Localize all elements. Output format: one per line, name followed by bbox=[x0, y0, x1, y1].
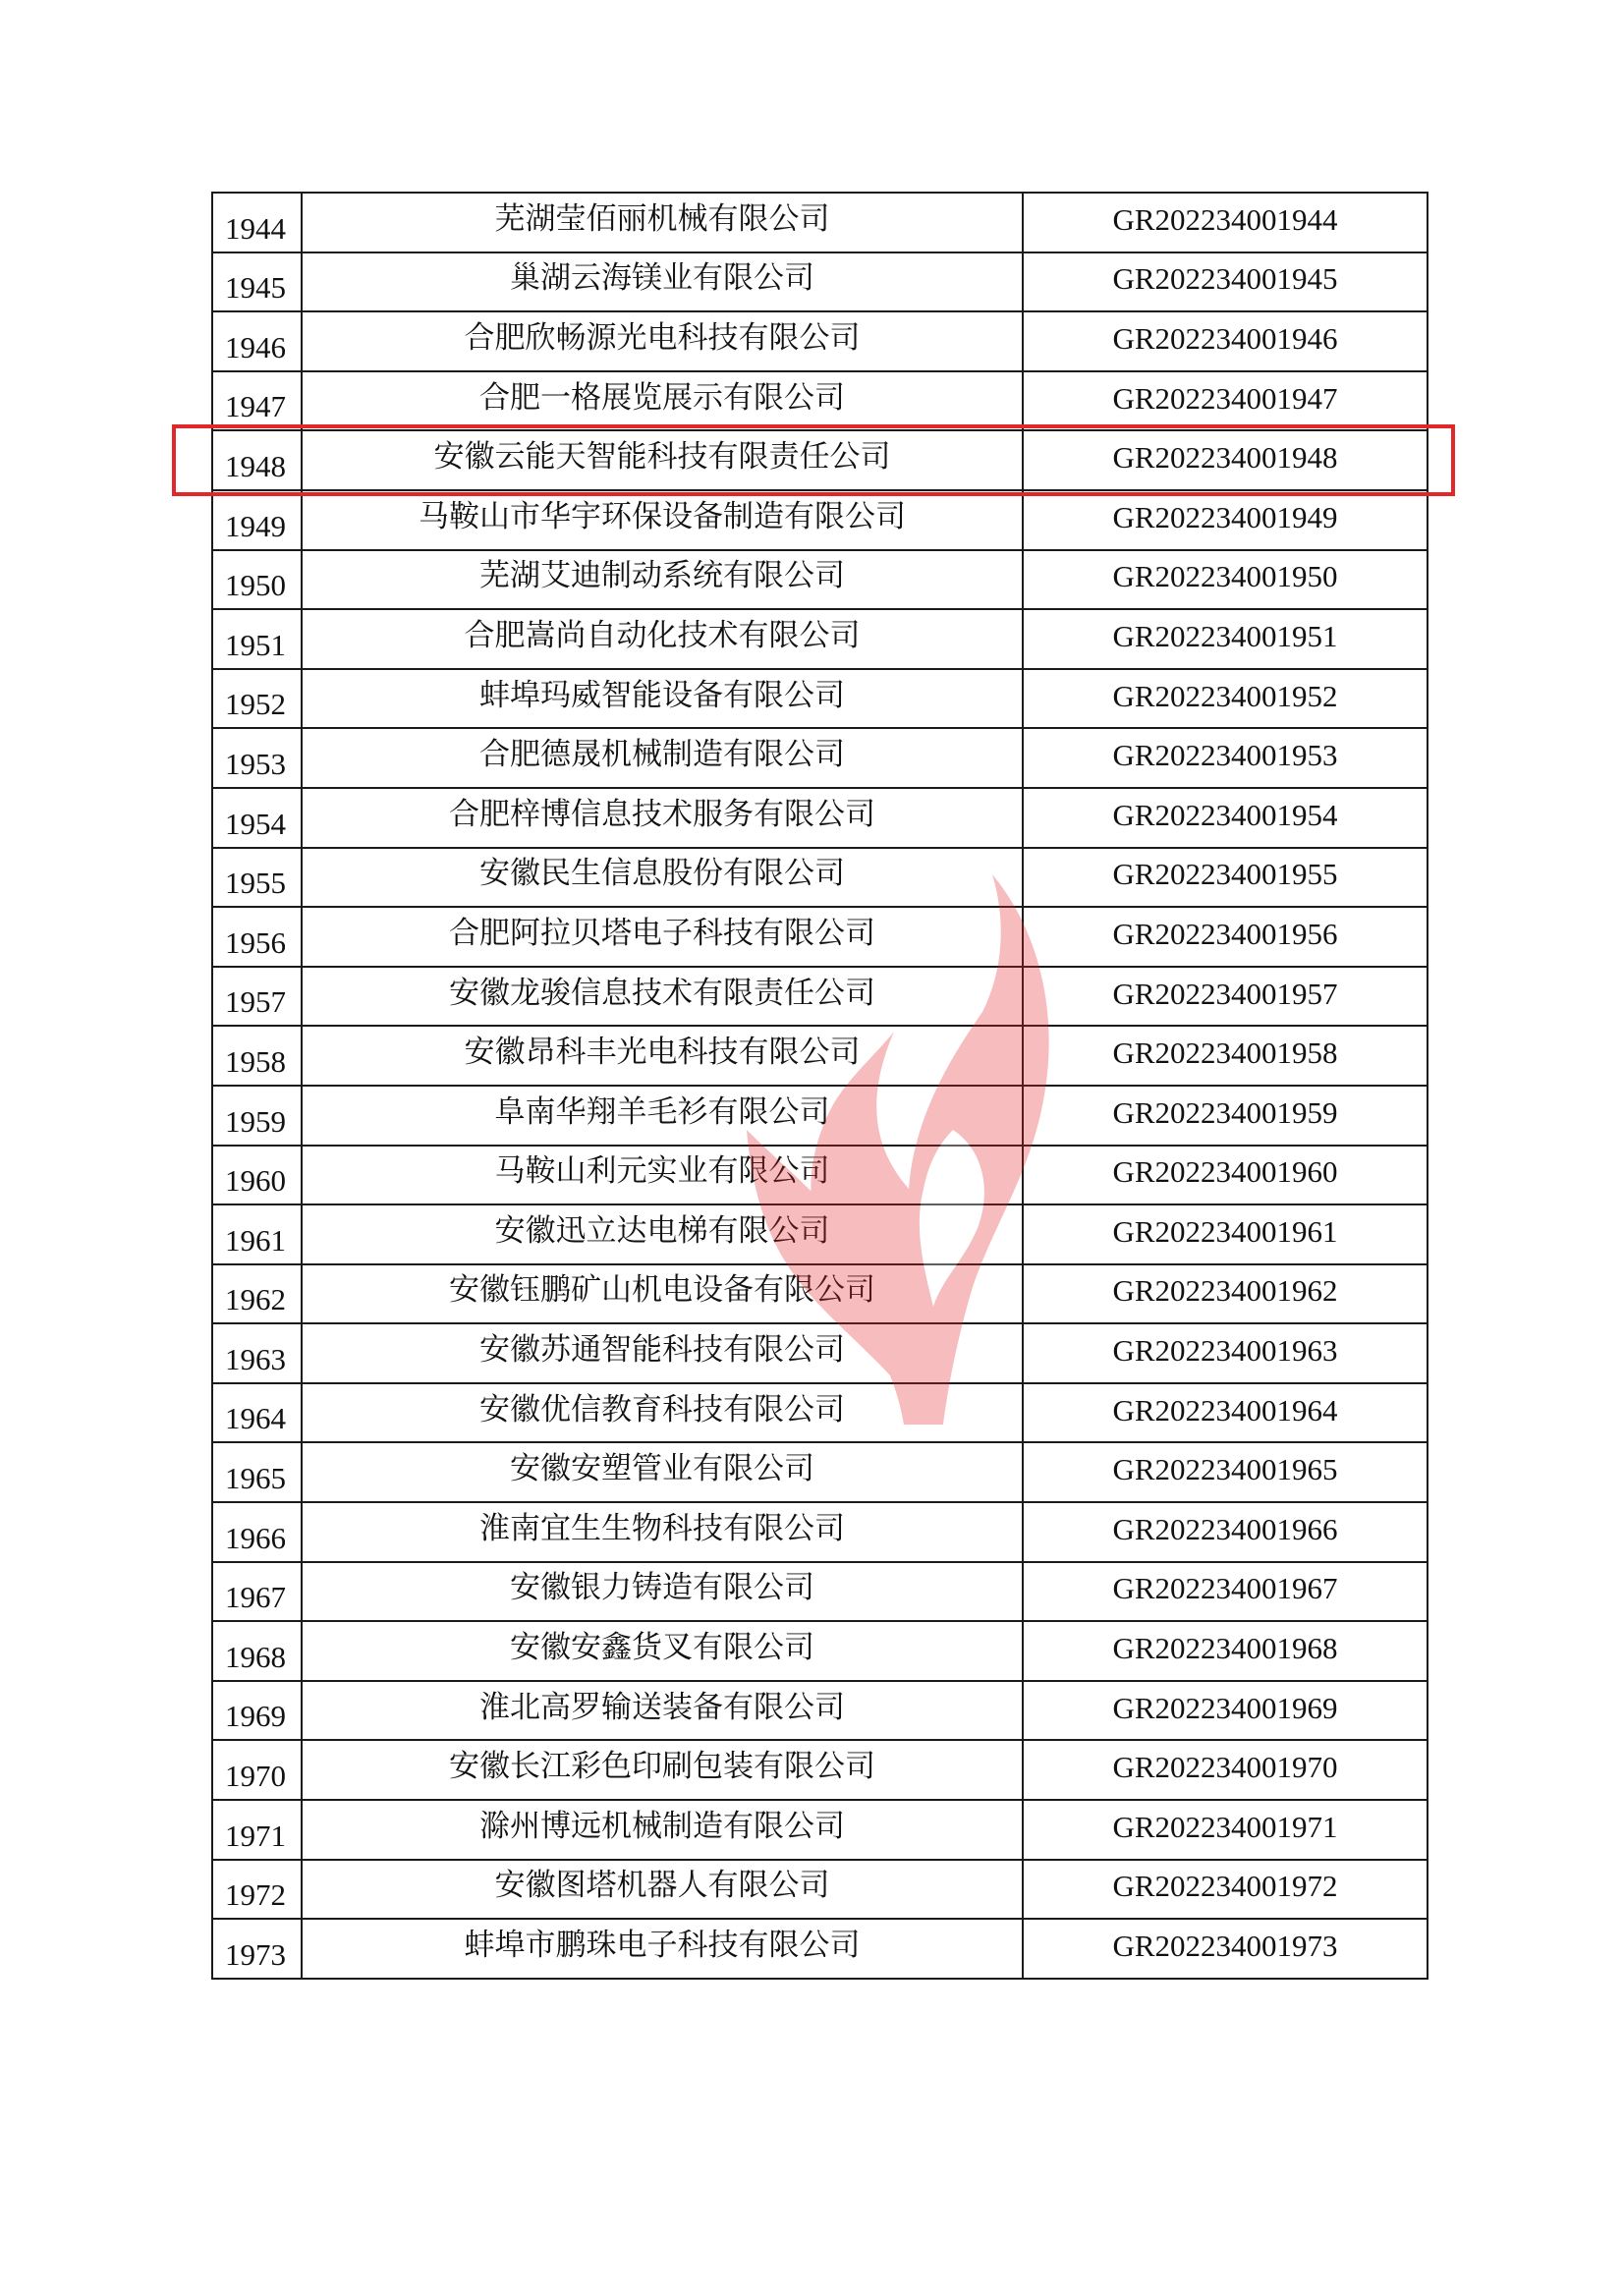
company-name-cell: 芜湖莹佰丽机械有限公司 bbox=[302, 193, 1023, 252]
row-number-cell: 1959 bbox=[212, 1086, 302, 1146]
company-name-cell: 安徽图塔机器人有限公司 bbox=[302, 1860, 1023, 1920]
certificate-code-cell: GR202234001944 bbox=[1023, 193, 1428, 252]
table-row bbox=[212, 609, 1428, 669]
certificate-code-cell: GR202234001953 bbox=[1023, 728, 1428, 788]
table-row bbox=[212, 550, 1428, 610]
table-row bbox=[212, 311, 1428, 371]
company-name-cell: 安徽安塑管业有限公司 bbox=[302, 1442, 1023, 1502]
row-number-cell: 1950 bbox=[212, 550, 302, 610]
row-number-cell: 1965 bbox=[212, 1442, 302, 1502]
row-number-cell: 1966 bbox=[212, 1502, 302, 1562]
certificate-code-cell: GR202234001965 bbox=[1023, 1442, 1428, 1502]
company-name-cell: 合肥嵩尚自动化技术有限公司 bbox=[302, 609, 1023, 669]
certificate-code-cell: GR202234001956 bbox=[1023, 907, 1428, 967]
certificate-code-cell: GR202234001955 bbox=[1023, 848, 1428, 908]
row-number-cell: 1967 bbox=[212, 1562, 302, 1622]
company-name-cell: 合肥德晟机械制造有限公司 bbox=[302, 728, 1023, 788]
certificate-code-cell: GR202234001960 bbox=[1023, 1146, 1428, 1205]
row-number-cell: 1955 bbox=[212, 848, 302, 908]
company-name-cell: 安徽长江彩色印刷包装有限公司 bbox=[302, 1740, 1023, 1800]
certificate-code-cell: GR202234001966 bbox=[1023, 1502, 1428, 1562]
table-row bbox=[212, 967, 1428, 1027]
table-row bbox=[212, 907, 1428, 967]
certificate-code-cell: GR202234001949 bbox=[1023, 490, 1428, 550]
certificate-code-cell: GR202234001952 bbox=[1023, 669, 1428, 729]
table-row bbox=[212, 1681, 1428, 1741]
table-row bbox=[212, 1621, 1428, 1681]
row-number-cell: 1963 bbox=[212, 1323, 302, 1383]
row-number-cell: 1972 bbox=[212, 1860, 302, 1920]
table-row bbox=[212, 1442, 1428, 1502]
row-number-cell: 1945 bbox=[212, 252, 302, 312]
company-name-cell: 蚌埠市鹏珠电子科技有限公司 bbox=[302, 1919, 1023, 1979]
row-number-cell: 1961 bbox=[212, 1204, 302, 1264]
company-name-cell: 安徽云能天智能科技有限责任公司 bbox=[302, 430, 1023, 490]
row-number-cell: 1944 bbox=[212, 193, 302, 252]
company-name-cell: 芜湖艾迪制动系统有限公司 bbox=[302, 550, 1023, 610]
row-number-cell: 1964 bbox=[212, 1383, 302, 1443]
row-number-cell: 1958 bbox=[212, 1026, 302, 1086]
table-row bbox=[212, 1860, 1428, 1920]
company-name-cell: 安徽迅立达电梯有限公司 bbox=[302, 1204, 1023, 1264]
row-number-cell: 1956 bbox=[212, 907, 302, 967]
table-body bbox=[212, 193, 1428, 1979]
certificate-code-cell: GR202234001968 bbox=[1023, 1621, 1428, 1681]
row-number-cell: 1973 bbox=[212, 1919, 302, 1979]
company-name-cell: 合肥一格展览展示有限公司 bbox=[302, 371, 1023, 431]
certificate-code-cell: GR202234001954 bbox=[1023, 788, 1428, 848]
certificate-code-cell: GR202234001948 bbox=[1023, 430, 1428, 490]
company-name-cell: 合肥阿拉贝塔电子科技有限公司 bbox=[302, 907, 1023, 967]
row-number-cell: 1952 bbox=[212, 669, 302, 729]
company-list-table bbox=[211, 192, 1428, 1980]
company-name-cell: 安徽安鑫货叉有限公司 bbox=[302, 1621, 1023, 1681]
table-row bbox=[212, 1323, 1428, 1383]
certificate-code-cell: GR202234001950 bbox=[1023, 550, 1428, 610]
table-row bbox=[212, 1919, 1428, 1979]
table-row bbox=[212, 848, 1428, 908]
company-name-cell: 合肥欣畅源光电科技有限公司 bbox=[302, 311, 1023, 371]
table-row bbox=[212, 252, 1428, 312]
certificate-code-cell: GR202234001973 bbox=[1023, 1919, 1428, 1979]
certificate-code-cell: GR202234001971 bbox=[1023, 1800, 1428, 1860]
certificate-code-cell: GR202234001957 bbox=[1023, 967, 1428, 1027]
row-number-cell: 1968 bbox=[212, 1621, 302, 1681]
table-row bbox=[212, 669, 1428, 729]
certificate-code-cell: GR202234001972 bbox=[1023, 1860, 1428, 1920]
certificate-code-cell: GR202234001947 bbox=[1023, 371, 1428, 431]
certificate-code-cell: GR202234001964 bbox=[1023, 1383, 1428, 1443]
company-name-cell: 安徽优信教育科技有限公司 bbox=[302, 1383, 1023, 1443]
company-name-cell: 安徽苏通智能科技有限公司 bbox=[302, 1323, 1023, 1383]
row-number-cell: 1949 bbox=[212, 490, 302, 550]
table-row bbox=[212, 1146, 1428, 1205]
certificate-code-cell: GR202234001967 bbox=[1023, 1562, 1428, 1622]
company-name-cell: 安徽钰鹏矿山机电设备有限公司 bbox=[302, 1264, 1023, 1324]
certificate-code-cell: GR202234001946 bbox=[1023, 311, 1428, 371]
table-row bbox=[212, 1264, 1428, 1324]
row-number-cell: 1953 bbox=[212, 728, 302, 788]
certificate-code-cell: GR202234001959 bbox=[1023, 1086, 1428, 1146]
table-row bbox=[212, 1740, 1428, 1800]
row-number-cell: 1948 bbox=[212, 430, 302, 490]
row-number-cell: 1954 bbox=[212, 788, 302, 848]
certificate-code-cell: GR202234001958 bbox=[1023, 1026, 1428, 1086]
certificate-code-cell: GR202234001963 bbox=[1023, 1323, 1428, 1383]
certificate-code-cell: GR202234001962 bbox=[1023, 1264, 1428, 1324]
row-number-cell: 1971 bbox=[212, 1800, 302, 1860]
company-name-cell: 阜南华翔羊毛衫有限公司 bbox=[302, 1086, 1023, 1146]
company-name-cell: 安徽昂科丰光电科技有限公司 bbox=[302, 1026, 1023, 1086]
table-row bbox=[212, 490, 1428, 550]
row-number-cell: 1962 bbox=[212, 1264, 302, 1324]
table-row bbox=[212, 1086, 1428, 1146]
row-number-cell: 1969 bbox=[212, 1681, 302, 1741]
company-name-cell: 马鞍山利元实业有限公司 bbox=[302, 1146, 1023, 1205]
company-name-cell: 安徽民生信息股份有限公司 bbox=[302, 848, 1023, 908]
certificate-code-cell: GR202234001945 bbox=[1023, 252, 1428, 312]
table-row bbox=[212, 430, 1428, 490]
certificate-code-cell: GR202234001961 bbox=[1023, 1204, 1428, 1264]
company-name-cell: 淮北高罗输送装备有限公司 bbox=[302, 1681, 1023, 1741]
certificate-code-cell: GR202234001970 bbox=[1023, 1740, 1428, 1800]
company-name-cell: 安徽龙骏信息技术有限责任公司 bbox=[302, 967, 1023, 1027]
company-name-cell: 安徽银力铸造有限公司 bbox=[302, 1562, 1023, 1622]
table-row bbox=[212, 1562, 1428, 1622]
table-row bbox=[212, 193, 1428, 252]
certificate-code-cell: GR202234001969 bbox=[1023, 1681, 1428, 1741]
certificate-code-cell: GR202234001951 bbox=[1023, 609, 1428, 669]
company-name-cell: 滁州博远机械制造有限公司 bbox=[302, 1800, 1023, 1860]
company-name-cell: 巢湖云海镁业有限公司 bbox=[302, 252, 1023, 312]
table-row bbox=[212, 1383, 1428, 1443]
row-number-cell: 1951 bbox=[212, 609, 302, 669]
table-row bbox=[212, 1026, 1428, 1086]
table-row bbox=[212, 1800, 1428, 1860]
table-row bbox=[212, 728, 1428, 788]
company-name-cell: 淮南宜生生物科技有限公司 bbox=[302, 1502, 1023, 1562]
table-row bbox=[212, 1204, 1428, 1264]
row-number-cell: 1957 bbox=[212, 967, 302, 1027]
row-number-cell: 1946 bbox=[212, 311, 302, 371]
company-name-cell: 马鞍山市华宇环保设备制造有限公司 bbox=[302, 490, 1023, 550]
company-name-cell: 合肥梓博信息技术服务有限公司 bbox=[302, 788, 1023, 848]
table-row bbox=[212, 1502, 1428, 1562]
row-number-cell: 1947 bbox=[212, 371, 302, 431]
table-row bbox=[212, 788, 1428, 848]
company-name-cell: 蚌埠玛威智能设备有限公司 bbox=[302, 669, 1023, 729]
row-number-cell: 1970 bbox=[212, 1740, 302, 1800]
table-row bbox=[212, 371, 1428, 431]
row-number-cell: 1960 bbox=[212, 1146, 302, 1205]
